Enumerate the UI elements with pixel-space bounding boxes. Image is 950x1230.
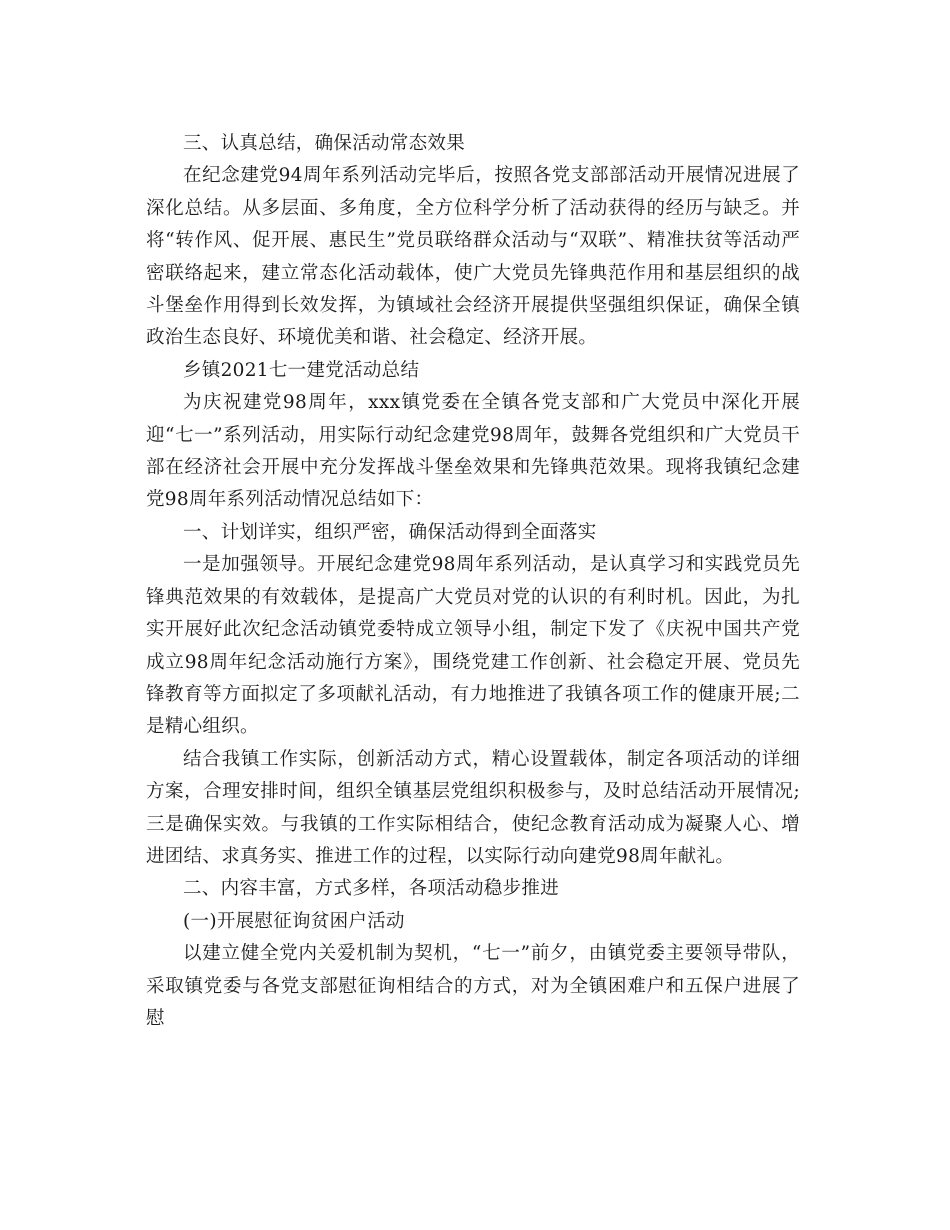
body-paragraph: 以建立健全党内关爱机制为契机，“七一”前夕，由镇党委主要领导带队，采取镇党委与各党支部慰征询相结合的方式，对为全镇困难户和五保户进展了慰 <box>146 943 800 1029</box>
body-paragraph: 一是加强领导。开展纪念建党98周年系列活动，是认真学习和实践党员先锋典范效果的有效载体，是提高广大党员对党的认识的有利时机。因此，为扎实开展好此次纪念活动镇党委特成立领导小组，制定下发了《庆祝中国共产党成立98周年纪念活动施行方案》，围绕党建工作创新、社会稳定开展、党员先锋教育等方面拟定了多项献礼活动，有力地推进了我镇各项工作的健康开展;二是精心组织。 <box>146 554 800 738</box>
section-heading-2: 二、内容丰富，方式多样，各项活动稳步推进 <box>183 878 560 900</box>
subsection-heading: (一)开展慰征询贫困户活动 <box>183 910 405 932</box>
section-heading-3: 三、认真总结，确保活动常态效果 <box>183 133 466 154</box>
document-title: 乡镇2021七一建党活动总结 <box>183 359 420 381</box>
body-paragraph: 在纪念建党94周年系列活动完毕后，按照各党支部部活动开展情况进展了深化总结。从多层面、多角度，全方位科学分析了活动获得的经历与缺乏。并将“转作风、促开展、惠民生”党员联络群众活动与“双联”、精准扶贫等活动严密联络起来，建立常态化活动载体，使广大党员先锋典范作用和基层组织的战斗堡垒作用得到长效发挥，为镇域社会经济开展提供坚强组织保证，确保全镇政治生态良好、环境优美和谐、社会稳定、经济开展。 <box>146 165 800 349</box>
body-paragraph: 结合我镇工作实际，创新活动方式，精心设置载体，制定各项活动的详细方案，合理安排时间，组织全镇基层党组织积极参与，及时总结活动开展情况;三是确保实效。与我镇的工作实际相结合，使纪念教育活动成为凝聚人心、增进团结、求真务实、推进工作的过程，以实际行动向建党98周年献礼。 <box>146 748 800 867</box>
section-heading-1: 一、计划详实，组织严密，确保活动得到全面落实 <box>183 521 597 543</box>
document-body <box>146 128 800 1035</box>
body-paragraph: 为庆祝建党98周年，xxx镇党委在全镇各党支部和广大党员中深化开展迎“七一”系列活动，用实际行动纪念建党98周年，鼓舞各党组织和广大党员干部在经济社会开展中充分发挥战斗堡垒效果和先锋典范效果。现将我镇纪念建党98周年系列活动情况总结如下： <box>146 392 800 511</box>
